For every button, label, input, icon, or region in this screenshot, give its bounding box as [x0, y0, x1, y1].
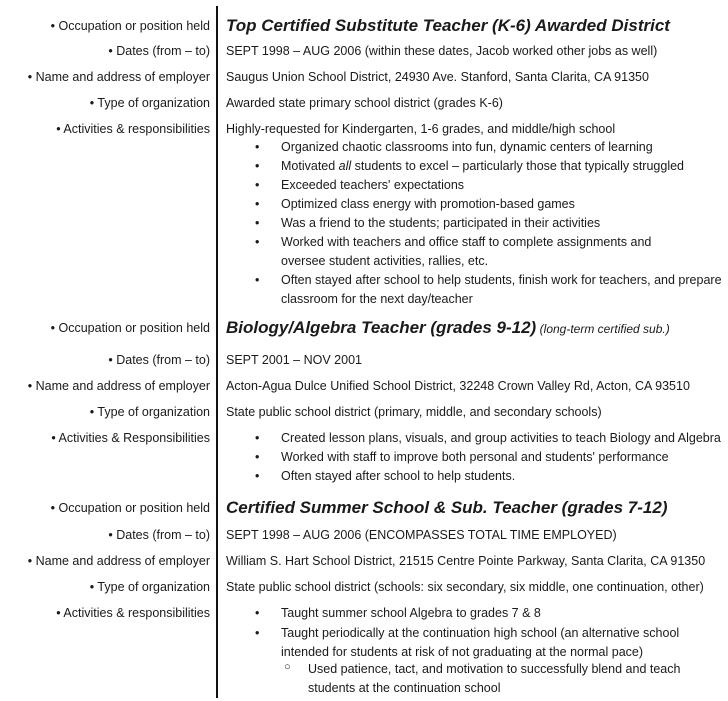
bullet-icon: •: [255, 450, 260, 464]
job2-title: Biology/Algebra Teacher (grades 9-12): [226, 318, 537, 337]
employer-label: • Name and address of employer: [27, 379, 210, 393]
dates-label: • Dates (from – to): [108, 528, 210, 542]
occupation-label: • Occupation or position held: [50, 321, 210, 335]
job1-intro: Highly-requested for Kindergarten, 1-6 grades, and middle/high school: [226, 122, 616, 136]
bullet-icon: •: [255, 197, 260, 211]
job2-dates: SEPT 2001 – NOV 2001: [226, 353, 362, 367]
column-divider: [216, 6, 218, 698]
job2-type: State public school district (primary, middle, and secondary schools): [226, 405, 602, 419]
job1-employer: Saugus Union School District, 24930 Ave. Stanford, Santa Clarita, CA 91350: [226, 70, 649, 84]
job2-employer: Acton-Agua Dulce Unified School District, 32248 Crown Valley Rd, Acton, CA 93510: [226, 379, 690, 393]
bullet-icon: •: [255, 216, 260, 230]
bullet-icon: •: [255, 159, 260, 173]
occupation-label: • Occupation or position held: [50, 19, 210, 33]
type-label: • Type of organization: [89, 580, 210, 594]
employer-label: • Name and address of employer: [27, 70, 210, 84]
bullet-icon: •: [255, 606, 260, 620]
type-label: • Type of organization: [89, 96, 210, 110]
job3-type: State public school district (schools: six secondary, six middle, one continuation, other): [226, 580, 704, 594]
job2-note: (long-term certified sub.): [539, 322, 670, 336]
employer-label: • Name and address of employer: [27, 554, 210, 568]
bullet-icon: •: [255, 235, 260, 249]
bullet-icon: •: [255, 140, 260, 154]
job3-title: Certified Summer School & Sub. Teacher (grades 7-12): [226, 498, 668, 517]
job3-dates: SEPT 1998 – AUG 2006 (ENCOMPASSES TOTAL TIME EMPLOYED): [226, 528, 617, 542]
dates-label: • Dates (from – to): [108, 353, 210, 367]
job1-type: Awarded state primary school district (grades K-6): [226, 96, 503, 110]
job3-employer: William S. Hart School District, 21515 Centre Pointe Parkway, Santa Clarita, CA 91350: [226, 554, 706, 568]
occupation-label: • Occupation or position held: [50, 501, 210, 515]
type-label: • Type of organization: [89, 405, 210, 419]
circle-bullet-icon: ○: [284, 661, 291, 673]
bullet-icon: •: [255, 469, 260, 483]
activities-label: • Activities & Responsibilities: [51, 431, 210, 445]
bullet-icon: •: [255, 273, 260, 287]
bullet-icon: •: [255, 178, 260, 192]
job1-title: Top Certified Substitute Teacher (K-6) Awarded District: [226, 16, 670, 35]
dates-label: • Dates (from – to): [108, 44, 210, 58]
bullet-icon: •: [255, 626, 260, 640]
activities-label: • Activities & responsibilities: [56, 122, 210, 136]
bullet-icon: •: [255, 431, 260, 445]
activities-label: • Activities & responsibilities: [56, 606, 210, 620]
job1-dates: SEPT 1998 – AUG 2006 (within these dates, Jacob worked other jobs as well): [226, 44, 658, 58]
